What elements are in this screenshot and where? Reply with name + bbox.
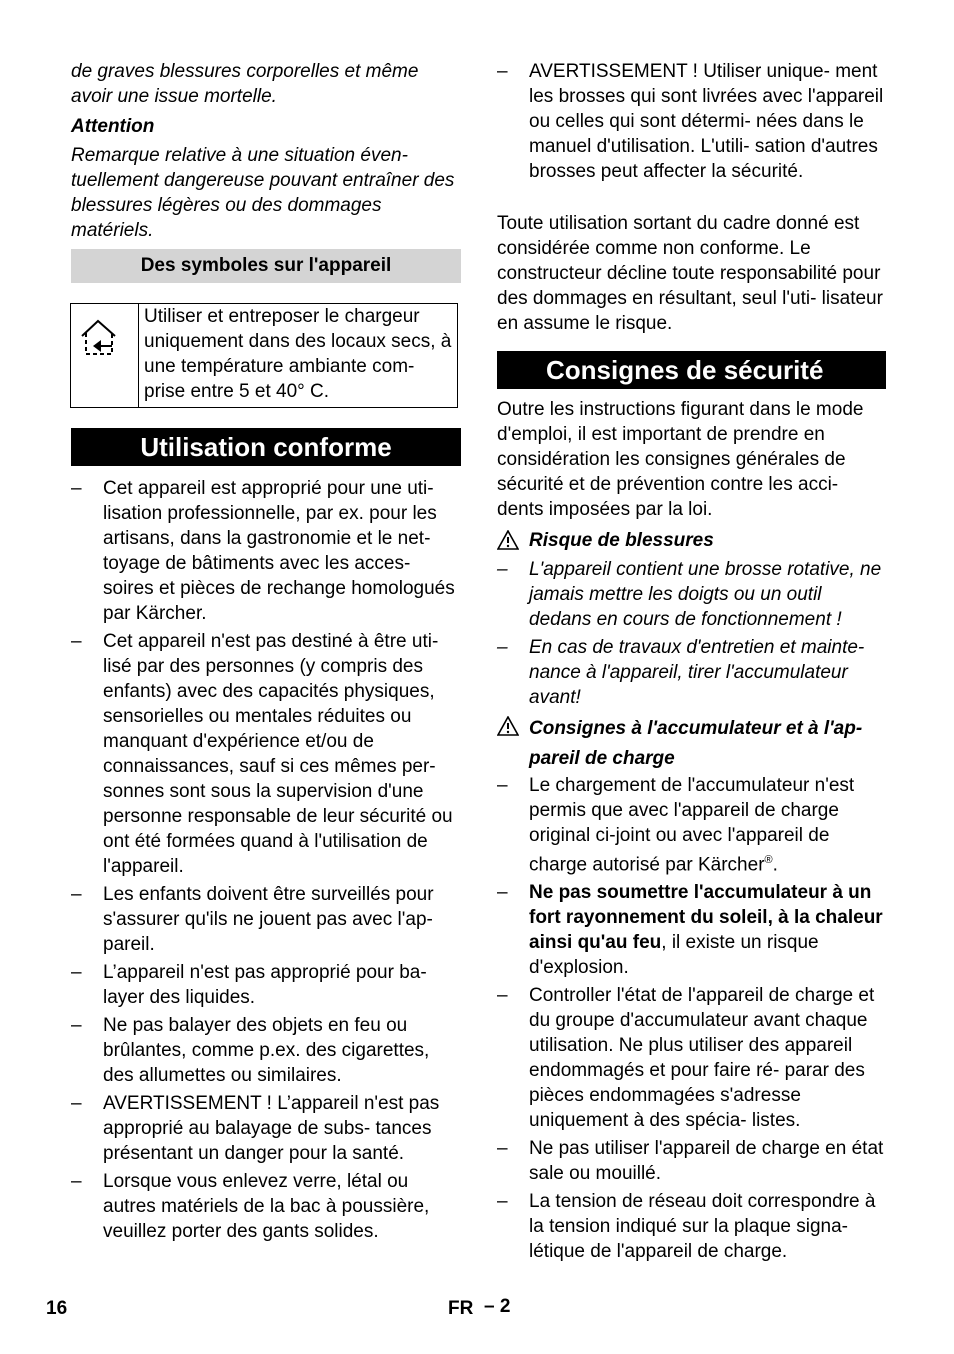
warning-triangle-icon [497,530,519,550]
risk-heading: Risque de blessures [529,530,714,551]
attention-text: Remarque relative à une situation éven- tuellement dangereuse pouvant entraîner des blessures légères ou des dommages matériels. [71,145,455,241]
intro-line: de graves blessures corporelles et même avoir une issue mortelle. [71,61,419,107]
warning-triangle-icon [497,716,519,736]
symbols-heading: Des symboles sur l'appareil [71,249,461,283]
list-item: – AVERTISSEMENT ! L’appareil n'est pas approprié au balayage de subs- tances présentant un danger pour la santé. [71,1093,440,1164]
footer-lang: FR [448,1298,474,1319]
list-item: – Ne pas utiliser l'appareil de charge en état sale ou mouillé. [497,1138,884,1185]
list-item: – L’appareil n'est pas approprié pour ba- layer des liquides. [71,962,427,1008]
misuse-text: Toute utilisation sortant du cadre donné est considérée comme non conforme. Le constructeur décline toute responsabilité pour des dommages en résultant, seul l'uti- lisateur en assume le risque. [497,213,883,334]
indoor-house-icon [79,316,119,360]
list-item: – Ne pas balayer des objets en feu ou brûlantes, comme p.ex. des cigarettes, des allumettes ou similaires. [71,1015,430,1086]
safety-heading [497,351,886,389]
list-item: – Ne pas soumettre l'accumulateur à un fort rayonnement du soleil, à la chaleur ainsi qu'au feu, il existe un risque d'explosion. [497,882,883,979]
list-item: – Lorsque vous enlevez verre, létal ou autres matériels de la bac à poussière, veuillez porter des gants solides. [71,1171,430,1242]
risk-list [497,557,885,713]
footer-section: – 2 [484,1296,511,1317]
attention-label: Attention [71,116,155,137]
page-number: 16 [46,1298,68,1319]
symbol-text: Utiliser et entreposer le chargeur uniquement dans des locaux secs, à une température ambiante com- prise entre 5 et 40° C. [144,306,452,402]
symbol-table [70,303,458,408]
list-item: – La tension de réseau doit correspondre à la tension indiqué sur la plaque signa- létique de l'appareil de charge. [497,1191,876,1263]
use-list [71,476,459,1247]
safety-heading-text: Consignes de sécurité [546,355,824,385]
warning-list [497,59,885,187]
use-heading: Utilisation conforme [71,428,461,466]
list-item: – Cet appareil n'est pas destiné à être uti- lisé par des personnes (y compris des enfants) avec des capacités physiques, sensorielles ou mentales réduites ou manquant d'expérience et/ou de connaissances, sauf si ces mêmes per- sonnes sont sous la supervision d'une personne responsable de leur sécurité ou ont été formées quand à l'utilisation de l'appareil. [71,631,453,877]
registered-mark: ® [764,854,773,866]
list-item: – En cas de travaux d'entretien et mainte- nance à l'appareil, tirer l'accumulateur avant! [497,637,865,708]
list-item: – Le chargement de l'accumulateur n'est permis que avec l'appareil de charge original ci-joint ou avec l'appareil de charge autorisé par Kärcher®. [497,775,855,876]
battery-list [497,773,885,1267]
list-item: – Les enfants doivent être surveillés pour s'assurer qu'ils ne jouent pas avec l'ap- pareil. [71,884,434,955]
list-item: – Controller l'état de l'appareil de charge et du groupe d'accumulateur avant chaque utilisation. Ne plus utiliser des appareil endommagés et pour faire ré- parar des pièces endommagées s'adresse uniquement à des spécia- listes. [497,985,875,1132]
symbol-icon-cell [71,304,139,407]
risk-heading-row [497,528,885,553]
safety-intro: Outre les instructions figurant dans le mode d'emploi, il est important de prendre en considération les consignes générales de sécurité et de prévention contre les acci- dents imposées par la loi. [497,399,864,520]
list-item: – Cet appareil est approprié pour une uti- lisation professionnelle, par ex. pour les artisans, dans la gastronomie et le net- toyage de bâtiments avec les acces- soires et pièces de rechange homologués par Kärcher. [71,478,455,624]
list-item: – AVERTISSEMENT ! Utiliser unique- ment les brosses qui sont livrées avec l'appareil ou celles qui sont détermi- nées dans le manuel d'utilisation. L'utili- sation d'autres brosses peut affecter la sécurité. [497,61,884,182]
battery-heading-row [497,714,885,774]
list-item: – L'appareil contient une brosse rotative, ne jamais mettre les doigts ou un outil dedans en cours de fonctionnement ! [497,559,882,630]
battery-heading: Consignes à l'accumulateur et à l'ap- pareil de charge [529,718,863,769]
